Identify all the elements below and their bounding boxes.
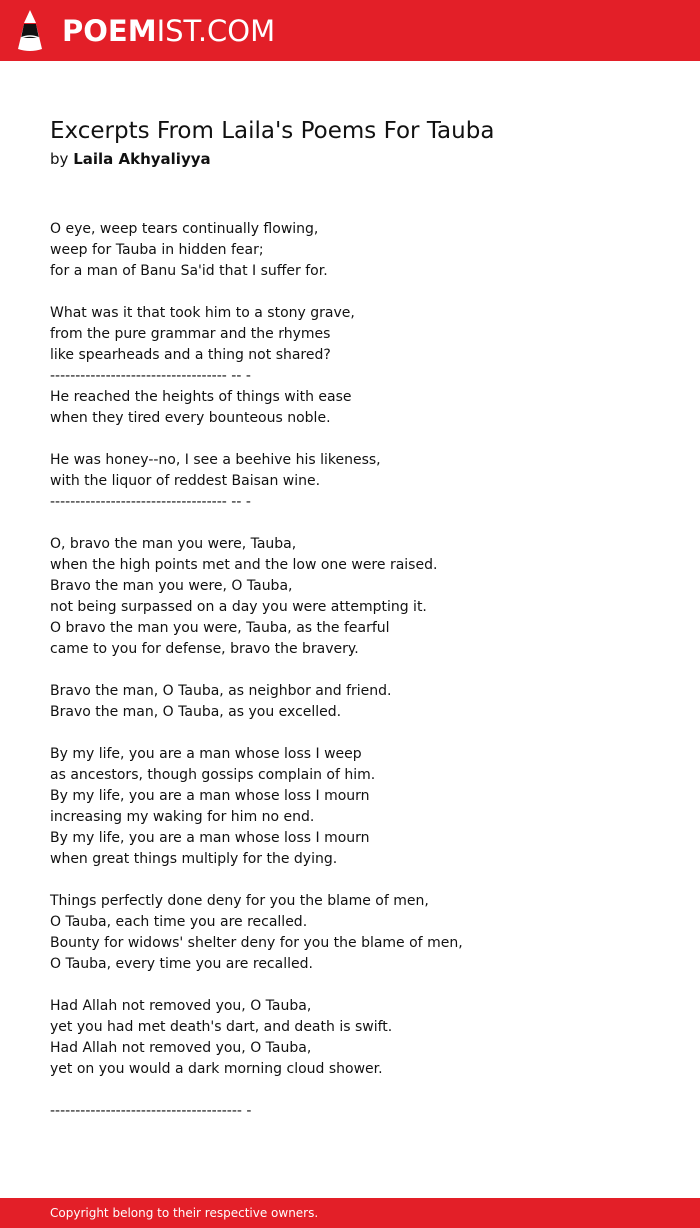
copyright-text: Copyright belong to their respective owners. xyxy=(50,1206,319,1220)
poem-line: when the high points met and the low one were raised. xyxy=(50,557,438,573)
poem-line: from the pure grammar and the rhymes xyxy=(50,326,331,342)
poem-line: By my life, you are a man whose loss I mourn xyxy=(50,788,370,804)
stanza-break xyxy=(50,723,650,744)
stanza-break xyxy=(50,513,650,534)
poem-body xyxy=(50,219,650,1122)
poem-line: Bravo the man you were, O Tauba, xyxy=(50,578,293,594)
poem-line: By my life, you are a man whose loss I weep xyxy=(50,746,362,762)
poem-line: yet you had met death's dart, and death is swift. xyxy=(50,1019,393,1035)
poem-line: yet on you would a dark morning cloud shower. xyxy=(50,1061,383,1077)
poem-line: O eye, weep tears continually flowing, xyxy=(50,221,319,237)
stanza-break xyxy=(50,870,650,891)
poem-line: with the liquor of reddest Baisan wine. xyxy=(50,473,321,489)
site-logo-text[interactable] xyxy=(62,11,275,51)
poem-line: when they tired every bounteous noble. xyxy=(50,410,331,426)
poem-line: for a man of Banu Sa'id that I suffer for. xyxy=(50,263,328,279)
stanza-break xyxy=(50,975,650,996)
poem-line: ----------------------------------- -- - xyxy=(50,494,251,510)
poem-line: -------------------------------------- - xyxy=(50,1103,252,1119)
poem-line: when great things multiply for the dying. xyxy=(50,851,338,867)
poem-line: What was it that took him to a stony grave, xyxy=(50,305,355,321)
poem-line: like spearheads and a thing not shared? xyxy=(50,347,331,363)
poem-line: O Tauba, every time you are recalled. xyxy=(50,956,313,972)
poem-line: O Tauba, each time you are recalled. xyxy=(50,914,308,930)
site-footer xyxy=(0,1198,700,1228)
stanza-break xyxy=(50,1080,650,1101)
logo-light-part: IST.COM xyxy=(156,14,276,48)
poem-line: increasing my waking for him no end. xyxy=(50,809,315,825)
poem-line: Bravo the man, O Tauba, as neighbor and friend. xyxy=(50,683,392,699)
poem-line: as ancestors, though gossips complain of him. xyxy=(50,767,376,783)
poem-title: Excerpts From Laila's Poems For Tauba xyxy=(50,118,495,144)
poem-line: Bravo the man, O Tauba, as you excelled. xyxy=(50,704,342,720)
site-header xyxy=(0,0,700,61)
poem-line: O bravo the man you were, Tauba, as the fearful xyxy=(50,620,390,636)
by-label: by xyxy=(50,150,69,168)
stanza-break xyxy=(50,660,650,681)
pencil-logo-icon[interactable] xyxy=(17,10,43,52)
byline xyxy=(50,148,211,170)
poem-line: weep for Tauba in hidden fear; xyxy=(50,242,264,258)
poem-line: came to you for defense, bravo the bravery. xyxy=(50,641,359,657)
poem-line: Had Allah not removed you, O Tauba, xyxy=(50,1040,312,1056)
poem-line: not being surpassed on a day you were attempting it. xyxy=(50,599,427,615)
poem-line: Had Allah not removed you, O Tauba, xyxy=(50,998,312,1014)
poem-line: ----------------------------------- -- - xyxy=(50,368,251,384)
poem-line: O, bravo the man you were, Tauba, xyxy=(50,536,297,552)
poem-line: Things perfectly done deny for you the blame of men, xyxy=(50,893,429,909)
stanza-break xyxy=(50,429,650,450)
logo-bold-part: POEM xyxy=(62,14,157,48)
poem-line: He was honey--no, I see a beehive his likeness, xyxy=(50,452,381,468)
poem-line: He reached the heights of things with ease xyxy=(50,389,352,405)
poem-line: Bounty for widows' shelter deny for you the blame of men, xyxy=(50,935,463,951)
author-name: Laila Akhyaliyya xyxy=(73,150,211,168)
poem-line: By my life, you are a man whose loss I mourn xyxy=(50,830,370,846)
stanza-break xyxy=(50,282,650,303)
